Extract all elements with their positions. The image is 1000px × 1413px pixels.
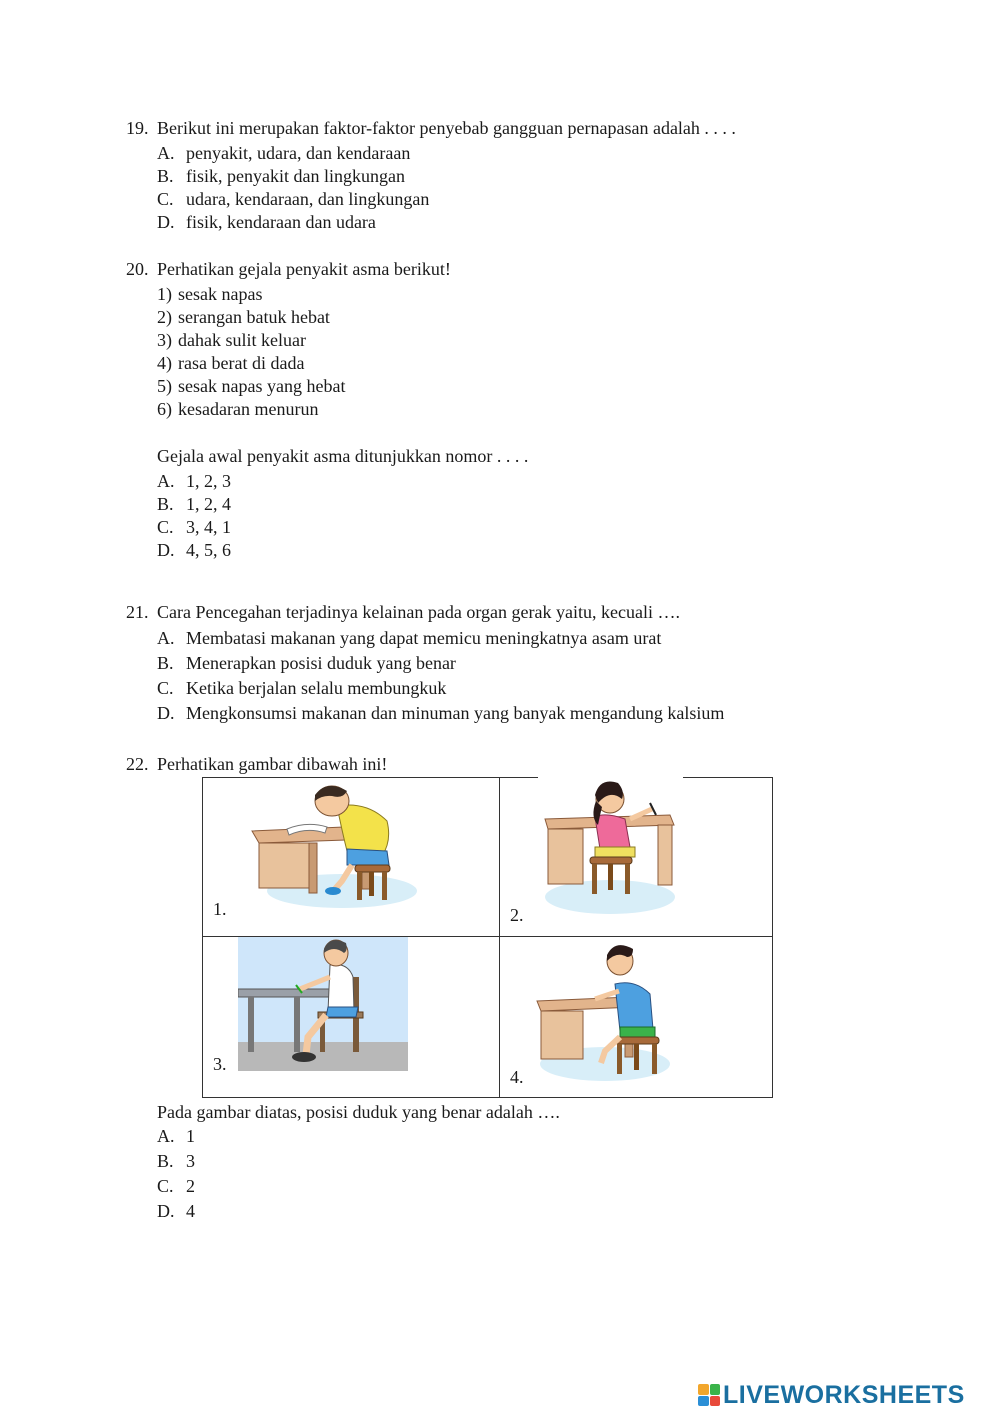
q20-option-b[interactable]: 1, 2, 4 (186, 494, 231, 514)
q21-option-b-letter: B. (157, 653, 174, 673)
q22-option-d-letter: D. (157, 1201, 175, 1221)
q21-option-c-letter: C. (157, 678, 174, 698)
q19-option-d[interactable]: fisik, kendaraan dan udara (186, 212, 376, 232)
question-19-number: 19. (126, 118, 149, 138)
question-22-text: Perhatikan gambar dibawah ini! (157, 754, 388, 774)
q20-item-5-num: 5) (157, 376, 172, 396)
q19-option-b-letter: B. (157, 166, 174, 186)
question-20-number: 20. (126, 259, 149, 279)
q20-item-6: kesadaran menurun (178, 399, 319, 419)
q20-item-4: rasa berat di dada (178, 353, 305, 373)
q21-option-d[interactable]: Mengkonsumsi makanan dan minuman yang banyak mengandung kalsium (186, 703, 725, 723)
brand-name: LIVEWORKSHEETS (723, 1381, 965, 1409)
q22-option-a-letter: A. (157, 1126, 175, 1146)
q20-item-1: sesak napas (178, 284, 263, 304)
q19-option-a[interactable]: penyakit, udara, dan kendaraan (186, 143, 411, 163)
picture-2-writing-girl (540, 777, 680, 917)
picture-3-upright-boy (238, 937, 408, 1071)
picture-1-slouching-boy (247, 781, 417, 911)
picture-4-reading-boy (535, 939, 675, 1084)
q20-item-3: dahak sulit keluar (178, 330, 306, 350)
picture-1-label: 1. (213, 899, 227, 919)
q22-option-c-letter: C. (157, 1176, 174, 1196)
q19-option-d-letter: D. (157, 212, 175, 232)
liveworksheets-logo-icon (698, 1384, 720, 1406)
image-grid (202, 777, 773, 1098)
question-19-text: Berikut ini merupakan faktor-faktor penyebab gangguan pernapasan adalah . . . . (157, 118, 736, 138)
picture-2-label: 2. (510, 905, 524, 925)
q20-item-5: sesak napas yang hebat (178, 376, 346, 396)
q20-option-b-letter: B. (157, 494, 174, 514)
q22-option-a[interactable]: 1 (186, 1126, 195, 1146)
q21-option-a-letter: A. (157, 628, 175, 648)
question-20-text: Perhatikan gejala penyakit asma berikut! (157, 259, 451, 279)
liveworksheets-brand (698, 1380, 965, 1410)
picture-3-label: 3. (213, 1054, 227, 1074)
q20-option-a-letter: A. (157, 471, 175, 491)
q19-option-c-letter: C. (157, 189, 174, 209)
q19-option-c[interactable]: udara, kendaraan, dan lingkungan (186, 189, 430, 209)
q20-prompt: Gejala awal penyakit asma ditunjukkan nomor . . . . (157, 446, 529, 466)
q20-item-6-num: 6) (157, 399, 172, 419)
q20-item-3-num: 3) (157, 330, 172, 350)
q20-option-d[interactable]: 4, 5, 6 (186, 540, 231, 560)
q19-option-a-letter: A. (157, 143, 175, 163)
q20-item-2-num: 2) (157, 307, 172, 327)
q20-item-1-num: 1) (157, 284, 172, 304)
q22-prompt: Pada gambar diatas, posisi duduk yang benar adalah …. (157, 1102, 560, 1122)
q19-option-b[interactable]: fisik, penyakit dan lingkungan (186, 166, 405, 186)
question-22-number: 22. (126, 754, 149, 774)
q22-option-d[interactable]: 4 (186, 1201, 195, 1221)
q22-option-c[interactable]: 2 (186, 1176, 195, 1196)
q20-option-d-letter: D. (157, 540, 175, 560)
q21-option-d-letter: D. (157, 703, 175, 723)
q21-option-c[interactable]: Ketika berjalan selalu membungkuk (186, 678, 447, 698)
picture-4-label: 4. (510, 1067, 524, 1087)
q21-option-b[interactable]: Menerapkan posisi duduk yang benar (186, 653, 456, 673)
question-21-number: 21. (126, 602, 149, 622)
question-21-text: Cara Pencegahan terjadinya kelainan pada organ gerak yaitu, kecuali …. (157, 602, 680, 622)
q20-option-c-letter: C. (157, 517, 174, 537)
q20-item-4-num: 4) (157, 353, 172, 373)
q22-option-b-letter: B. (157, 1151, 174, 1171)
q22-option-b[interactable]: 3 (186, 1151, 195, 1171)
q21-option-a[interactable]: Membatasi makanan yang dapat memicu meningkatnya asam urat (186, 628, 662, 648)
q20-option-a[interactable]: 1, 2, 3 (186, 471, 231, 491)
q20-option-c[interactable]: 3, 4, 1 (186, 517, 231, 537)
q20-item-2: serangan batuk hebat (178, 307, 330, 327)
